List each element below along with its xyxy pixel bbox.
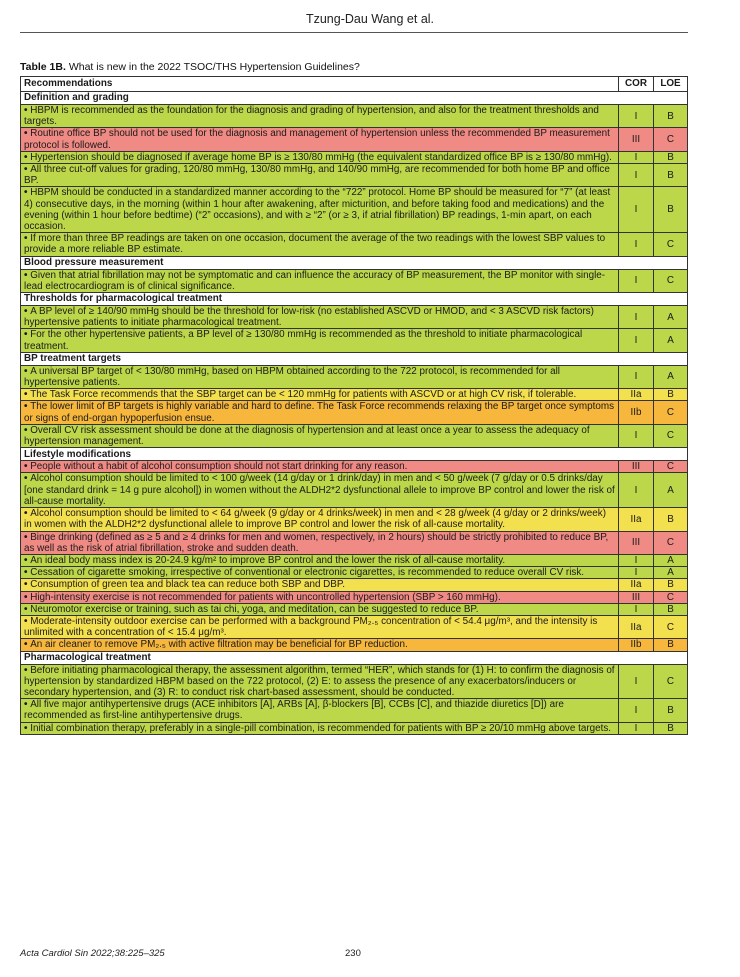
- recommendation-text: Neuromotor exercise or training, such as tai chi, yoga, and meditation, can be suggested to reduce BP.: [30, 603, 479, 615]
- bullet-icon: •: [24, 567, 31, 579]
- loe-cell: B: [654, 508, 688, 531]
- recommendation-cell: [21, 233, 619, 256]
- section-heading: Pharmacological treatment: [21, 651, 688, 664]
- loe-cell: A: [654, 473, 688, 508]
- loe-cell: B: [654, 389, 688, 401]
- cor-cell: IIb: [619, 639, 654, 651]
- loe-cell: A: [654, 306, 688, 329]
- loe-cell: B: [654, 639, 688, 651]
- recommendation-text: Consumption of green tea and black tea can reduce both SBP and DBP.: [30, 579, 345, 591]
- cor-cell: I: [619, 664, 654, 699]
- recommendation-text: An air cleaner to remove PM₂.₅ with active filtration may be beneficial for BP reduction.: [30, 639, 408, 651]
- recommendation-cell: [21, 128, 619, 151]
- recommendation-text: If more than three BP readings are taken on one occasion, document the average of the two readings with the lowest SBP values to provide a more reliable BP estimate.: [24, 233, 606, 256]
- recommendation-row: [21, 269, 688, 292]
- recommendation-cell: [21, 664, 619, 699]
- recommendation-cell: [21, 424, 619, 447]
- recommendation-text: A universal BP target of < 130/80 mmHg, based on HBPM obtained according to the 722 protocol, is recommended for all hypertensive patients.: [24, 365, 561, 389]
- section-heading: Blood pressure measurement: [21, 256, 688, 269]
- bullet-icon: •: [24, 722, 31, 734]
- loe-cell: B: [654, 105, 688, 128]
- recommendation-cell: [21, 615, 619, 638]
- cor-cell: I: [619, 151, 654, 163]
- recommendation-text: HBPM should be conducted in a standardized manner according to the “722” protocol. Home BP should be measured for “7” (at least 4) consecutive days, in the morning (within 1 hour after awakening, after micturition, and before taking food and medications) and the evening (within 1 hour before bedtime) (“2” occasions), and with ≥ “2” (or ≥ 3, if atrial fibrillation) BP readings, 1-min apart, on each occasion.: [24, 187, 611, 233]
- loe-cell: A: [654, 567, 688, 579]
- recommendation-text: A BP level of ≥ 140/90 mmHg should be the threshold for low-risk (no established ASCVD or HMOD, and < 3 ASCVD risk factors) hypertensive patients to initiate pharmacological treatment.: [24, 306, 594, 329]
- recommendation-text: Overall CV risk assessment should be done at the diagnosis of hypertension and at least once a year to assess the adequacy of hypertension management.: [24, 424, 590, 448]
- recommendation-cell: [21, 699, 619, 722]
- recommendation-text: HBPM is recommended as the foundation for the diagnosis and grading of hypertension, and also for the treatment thresholds and targets.: [24, 105, 599, 128]
- bullet-icon: •: [24, 579, 31, 591]
- loe-cell: B: [654, 603, 688, 615]
- bullet-icon: •: [24, 461, 31, 473]
- recommendation-row: [21, 579, 688, 591]
- recommendation-row: [21, 424, 688, 447]
- recommendation-cell: [21, 329, 619, 352]
- recommendation-cell: [21, 639, 619, 651]
- cor-cell: IIb: [619, 401, 654, 424]
- bullet-icon: •: [24, 508, 31, 520]
- column-header-recommendations: Recommendations: [21, 77, 619, 92]
- bullet-icon: •: [24, 389, 31, 401]
- bullet-icon: •: [24, 365, 31, 377]
- table-caption: What is new in the 2022 TSOC/THS Hypertension Guidelines?: [68, 61, 360, 73]
- recommendation-text: The Task Force recommends that the SBP target can be < 120 mmHg for patients with ASCVD or at high CV risk, if tolerable.: [30, 389, 577, 401]
- recommendation-row: [21, 187, 688, 233]
- recommendation-cell: [21, 389, 619, 401]
- loe-cell: B: [654, 579, 688, 591]
- section-heading-row: [21, 448, 688, 461]
- recommendation-text: An ideal body mass index is 20-24.9 kg/m² to improve BP control and the lower the risk of all-cause mortality.: [30, 554, 506, 566]
- cor-cell: I: [619, 164, 654, 187]
- recommendation-row: [21, 603, 688, 615]
- cor-cell: I: [619, 233, 654, 256]
- section-heading: BP treatment targets: [21, 352, 688, 365]
- recommendation-text: Before initiating pharmacological therapy, the assessment algorithm, termed “HER”, which stands for (1) H: to confirm the diagnosis of hypertension by standardized HBPM based on the 722 protocol, (2) E: to assess the presence of any exacerbators/inducers or secondary hypertension, and (3) R: to conduct risk chart-based assessment, should be conducted.: [24, 664, 615, 698]
- recommendation-row: [21, 233, 688, 256]
- recommendation-cell: [21, 554, 619, 566]
- loe-cell: B: [654, 722, 688, 734]
- recommendation-cell: [21, 306, 619, 329]
- bullet-icon: •: [24, 591, 31, 603]
- cor-cell: I: [619, 269, 654, 292]
- bullet-icon: •: [24, 615, 31, 627]
- recommendation-row: [21, 401, 688, 424]
- recommendation-cell: [21, 164, 619, 187]
- bullet-icon: •: [24, 639, 31, 651]
- bullet-icon: •: [24, 269, 31, 281]
- section-heading-row: [21, 92, 688, 105]
- cor-cell: I: [619, 554, 654, 566]
- cor-cell: I: [619, 329, 654, 352]
- loe-cell: C: [654, 401, 688, 424]
- bullet-icon: •: [24, 329, 31, 341]
- table-body: [21, 92, 688, 735]
- cor-cell: IIa: [619, 389, 654, 401]
- recommendation-row: [21, 164, 688, 187]
- cor-cell: IIa: [619, 579, 654, 591]
- recommendation-text: Initial combination therapy, preferably in a single-pill combination, is recommended for patients with BP ≥ 20/10 mmHg above targets.: [30, 722, 612, 734]
- recommendation-text: Given that atrial fibrillation may not be symptomatic and can influence the accuracy of BP measurement, the BP monitor with single-lead electrocardiogram is of clinical significance.: [24, 269, 606, 292]
- recommendation-row: [21, 567, 688, 579]
- recommendation-cell: [21, 473, 619, 508]
- recommendation-cell: [21, 579, 619, 591]
- cor-cell: I: [619, 473, 654, 508]
- recommendation-row: [21, 591, 688, 603]
- recommendation-cell: [21, 722, 619, 734]
- recommendation-cell: [21, 591, 619, 603]
- loe-cell: B: [654, 151, 688, 163]
- recommendation-cell: [21, 105, 619, 128]
- recommendation-cell: [21, 151, 619, 163]
- bullet-icon: •: [24, 473, 31, 485]
- recommendation-row: [21, 128, 688, 151]
- recommendation-cell: [21, 531, 619, 554]
- loe-cell: C: [654, 128, 688, 151]
- recommendation-cell: [21, 401, 619, 424]
- recommendation-text: Hypertension should be diagnosed if average home BP is ≥ 130/80 mmHg (the equivalent standardized office BP is ≥ 130/80 mmHg).: [30, 151, 612, 163]
- section-heading: Thresholds for pharmacological treatment: [21, 293, 688, 306]
- section-heading: Definition and grading: [21, 92, 688, 105]
- loe-cell: C: [654, 269, 688, 292]
- cor-cell: I: [619, 567, 654, 579]
- bullet-icon: •: [24, 151, 31, 163]
- cor-cell: I: [619, 603, 654, 615]
- loe-cell: C: [654, 664, 688, 699]
- recommendation-row: [21, 639, 688, 651]
- bullet-icon: •: [24, 306, 31, 318]
- cor-cell: I: [619, 699, 654, 722]
- recommendation-row: [21, 329, 688, 352]
- cor-cell: III: [619, 531, 654, 554]
- loe-cell: C: [654, 531, 688, 554]
- recommendation-text: Routine office BP should not be used for the diagnosis and management of hypertension unless the recommended BP measurement protocol is followed.: [24, 128, 610, 151]
- recommendation-text: Alcohol consumption should be limited to < 100 g/week (14 g/day or 1 drink/day) in men and < 50 g/week (7 g/day or 0.5 drinks/day [one standard drink = 14 g pure alcohol]) in women without the ALDH2*2 dysfunctional allele to improve BP control and lower the risk of all-cause mortality.: [24, 473, 615, 507]
- bullet-icon: •: [24, 401, 31, 413]
- guidelines-table: [20, 76, 688, 735]
- recommendation-row: [21, 461, 688, 473]
- recommendation-row: [21, 365, 688, 388]
- loe-cell: C: [654, 591, 688, 603]
- bullet-icon: •: [24, 128, 31, 140]
- recommendation-text: Alcohol consumption should be limited to < 64 g/week (9 g/day or 4 drinks/week) in men and < 28 g/week (4 g/day or 2 drinks/week) in women with the ALDH2*2 dysfunctional allele to improve BP control and lower the risk of all-cause mortality.: [24, 508, 607, 531]
- recommendation-text: For the other hypertensive patients, a BP level of ≥ 130/80 mmHg is recommended as the threshold to initiate pharmacological treatment.: [24, 329, 583, 352]
- cor-cell: I: [619, 424, 654, 447]
- recommendation-text: People without a habit of alcohol consumption should not start drinking for any reason.: [30, 461, 408, 473]
- recommendation-row: [21, 615, 688, 638]
- recommendation-row: [21, 699, 688, 722]
- loe-cell: A: [654, 554, 688, 566]
- table-label: Table 1B.: [20, 61, 66, 73]
- cor-cell: I: [619, 306, 654, 329]
- recommendation-text: All five major antihypertensive drugs (ACE inhibitors [A], ARBs [A], β-blockers [B], CCBs [C], and thiazide diuretics [D]) are recommended as first-line antihypertensive drugs.: [24, 699, 564, 722]
- recommendation-row: [21, 508, 688, 531]
- recommendation-cell: [21, 603, 619, 615]
- bullet-icon: •: [24, 187, 31, 199]
- loe-cell: B: [654, 699, 688, 722]
- cor-cell: I: [619, 365, 654, 388]
- recommendation-row: [21, 664, 688, 699]
- recommendation-cell: [21, 508, 619, 531]
- bullet-icon: •: [24, 554, 31, 566]
- cor-cell: III: [619, 591, 654, 603]
- bullet-icon: •: [24, 233, 31, 245]
- cor-cell: IIa: [619, 508, 654, 531]
- bullet-icon: •: [24, 424, 31, 436]
- bullet-icon: •: [24, 603, 31, 615]
- recommendation-text: Moderate-intensity outdoor exercise can be performed with a background PM₂.₅ concentration of < 54.4 μg/m³, and the intensity is unlimited with a concentration of < 15.4 μg/m³.: [24, 615, 598, 639]
- recommendation-cell: [21, 365, 619, 388]
- bullet-icon: •: [24, 105, 31, 116]
- recommendation-row: [21, 105, 688, 128]
- recommendation-text: Binge drinking (defined as ≥ 5 and ≥ 4 drinks for men and women, respectively, in 2 hours) should be strictly prohibited to reduce BP, as well as the risk of atrial fibrillation, stroke and sudden death.: [24, 531, 609, 554]
- recommendation-row: [21, 151, 688, 163]
- cor-cell: I: [619, 105, 654, 128]
- page-number: 230: [345, 948, 361, 959]
- section-heading-row: [21, 651, 688, 664]
- recommendation-text: High-intensity exercise is not recommended for patients with uncontrolled hypertension (SBP > 160 mmHg).: [30, 591, 501, 603]
- recommendation-cell: [21, 567, 619, 579]
- section-heading-row: [21, 293, 688, 306]
- header-rule: [20, 32, 688, 33]
- recommendation-row: [21, 389, 688, 401]
- loe-cell: C: [654, 233, 688, 256]
- recommendation-row: [21, 306, 688, 329]
- recommendation-cell: [21, 269, 619, 292]
- column-header-loe: LOE: [654, 77, 688, 92]
- column-header-cor: COR: [619, 77, 654, 92]
- journal-citation: Acta Cardiol Sin 2022;38:225–325: [20, 948, 165, 959]
- loe-cell: B: [654, 187, 688, 233]
- bullet-icon: •: [24, 531, 31, 543]
- table-header-row: [21, 77, 688, 92]
- recommendation-text: Cessation of cigarette smoking, irrespective of conventional or electronic cigarettes, is recommended to reduce overall CV risk.: [30, 567, 585, 579]
- loe-cell: A: [654, 329, 688, 352]
- loe-cell: A: [654, 365, 688, 388]
- recommendation-text: All three cut-off values for grading, 120/80 mmHg, 130/80 mmHg, and 140/90 mmHg, are recommended for both home BP and office BP.: [24, 164, 610, 187]
- recommendation-row: [21, 722, 688, 734]
- recommendation-row: [21, 554, 688, 566]
- cor-cell: I: [619, 722, 654, 734]
- loe-cell: C: [654, 424, 688, 447]
- cor-cell: I: [619, 187, 654, 233]
- table-title: [20, 61, 360, 73]
- recommendation-cell: [21, 187, 619, 233]
- bullet-icon: •: [24, 699, 31, 711]
- bullet-icon: •: [24, 664, 31, 676]
- loe-cell: B: [654, 164, 688, 187]
- loe-cell: C: [654, 461, 688, 473]
- recommendation-row: [21, 531, 688, 554]
- section-heading-row: [21, 256, 688, 269]
- cor-cell: III: [619, 461, 654, 473]
- cor-cell: IIa: [619, 615, 654, 638]
- recommendation-cell: [21, 461, 619, 473]
- running-head: Tzung-Dau Wang et al.: [305, 12, 435, 26]
- cor-cell: III: [619, 128, 654, 151]
- section-heading-row: [21, 352, 688, 365]
- loe-cell: C: [654, 615, 688, 638]
- recommendation-row: [21, 473, 688, 508]
- recommendation-text: The lower limit of BP targets is highly variable and hard to define. The Task Force recommends relaxing the BP target once symptoms or signs of end-organ hypoperfusion ensue.: [24, 401, 615, 424]
- bullet-icon: •: [24, 164, 31, 176]
- section-heading: Lifestyle modifications: [21, 448, 688, 461]
